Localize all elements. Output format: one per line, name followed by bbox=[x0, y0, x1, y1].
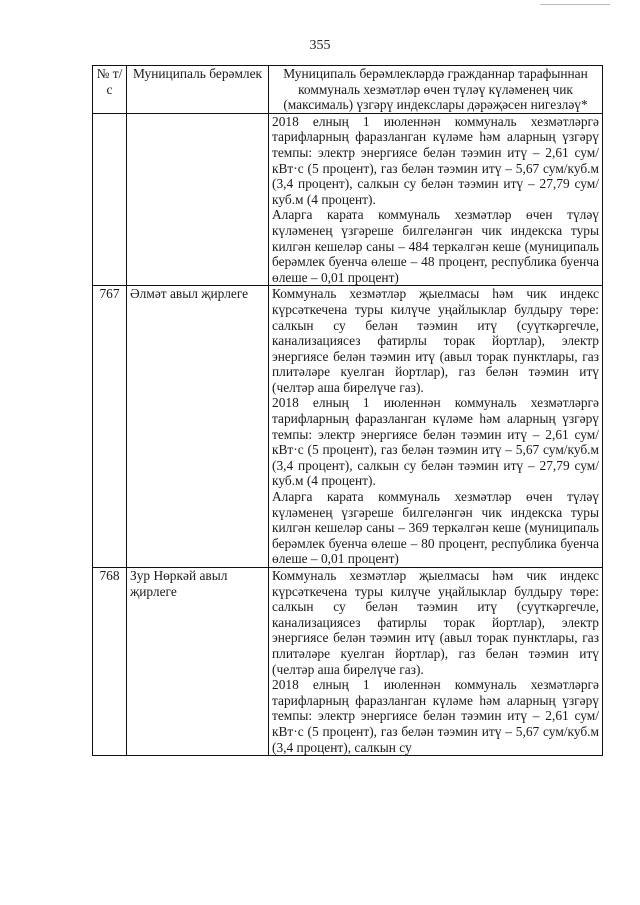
table-row bbox=[93, 286, 603, 568]
row-description bbox=[269, 286, 603, 568]
row-number: 768 bbox=[93, 568, 127, 756]
table-row bbox=[93, 568, 603, 756]
description-paragraph: 2018 елның 1 июленнән коммуналь хезмәтләргә тарифларның фаразланган күләме һәм аларның үзгәрү темпы: электр энергиясе белән тәэмин итү – 2,61 сум/кВт·с (5 процент), газ белән тәэмин итү – 5,67 сум/куб.м (3,4 процент), салкын су белән тәэмин итү – 27,79 сум/куб.м (4 процент). bbox=[272, 113, 599, 207]
description-paragraph: Аларга карата коммуналь хезмәтләр өчен түләү күләменең үзгәреше билгеләнгән чик индекска туры килгән кешеләр саны – 484 теркәлгән кеше (муниципаль берәмлек буенча өлеше – 48 процент, республика буенча өлеше – 0,01 процент) bbox=[272, 207, 599, 285]
row-number: 767 bbox=[93, 286, 127, 568]
header-municipality: Муниципаль берәмлек bbox=[127, 66, 269, 114]
page-number: 355 bbox=[309, 38, 331, 53]
description-paragraph: 2018 елның 1 июленнән коммуналь хезмәтләргә тарифларның фаразланган күләме һәм аларның үзгәрү темпы: электр энергиясе белән тәэмин итү – 2,61 сум/кВт·с (5 процент), газ белән тәэмин итү – 5,67 сум/куб.м (3,4 процент), салкын су белән тәэмин итү – 27,79 сум/куб.м (4 процент). bbox=[272, 395, 599, 489]
tariff-index-table bbox=[92, 65, 603, 756]
row-municipality bbox=[127, 113, 269, 286]
description-paragraph: Коммуналь хезмәтләр җыелмасы һәм чик индекс күрсәткечена туры килүче уңайлыклар булдыру төре: салкын су белән тәэмин итү (суүткәргечле, канализациясез фатирлы торак йортлар), электр энергиясе белән тәэмин итү (авыл торак пунктлары, газ плитәләре куелган йортлар), газ белән тәэмин итү (челтәр аша бирелүче газ). bbox=[272, 286, 599, 395]
description-paragraph: Коммуналь хезмәтләр җыелмасы һәм чик индекс күрсәткечена туры килүче уңайлыклар булдыру төре: салкын су белән тәэмин итү (суүткәргечле, канализациясез фатирлы торак йортлар), электр энергиясе белән тәэмин итү (авыл торак пунктлары, газ плитәләре куелган йортлар), газ белән тәэмин итү (челтәр аша бирелүче газ). bbox=[272, 568, 599, 677]
header-description: Муниципаль берәмлекләрдә гражданнар тарафыннан коммуналь хезмәтләр өчен түләү күләменең чик (максималь) үзгәрү индекслары дәрәҗәсен нигезләү* bbox=[269, 66, 603, 114]
table-header-row bbox=[93, 66, 603, 114]
row-description bbox=[269, 113, 603, 286]
row-description bbox=[269, 568, 603, 756]
row-municipality: Зур Нөркәй авыл җирлеге bbox=[127, 568, 269, 756]
header-number: № т/с bbox=[93, 66, 127, 114]
row-municipality: Әлмәт авыл җирлеге bbox=[127, 286, 269, 568]
scan-edge-mark bbox=[540, 4, 610, 5]
description-paragraph: 2018 елның 1 июленнән коммуналь хезмәтләргә тарифларның фаразланган күләме һәм аларның үзгәрү темпы: электр энергиясе белән тәэмин итү – 2,61 сум/кВт·с (5 процент), газ белән тәэмин итү – 5,67 сум/куб.м (3,4 процент), салкын су bbox=[272, 677, 599, 755]
table-row bbox=[93, 113, 603, 286]
description-paragraph: Аларга карата коммуналь хезмәтләр өчен түләү күләменең үзгәреше билгеләнгән чик индекска туры килгән кешеләр саны – 369 теркәлгән кеше (муниципаль берәмлек буенча өлеше – 80 процент, республика буенча өлеше – 0,01 процент) bbox=[272, 489, 599, 567]
row-number bbox=[93, 113, 127, 286]
